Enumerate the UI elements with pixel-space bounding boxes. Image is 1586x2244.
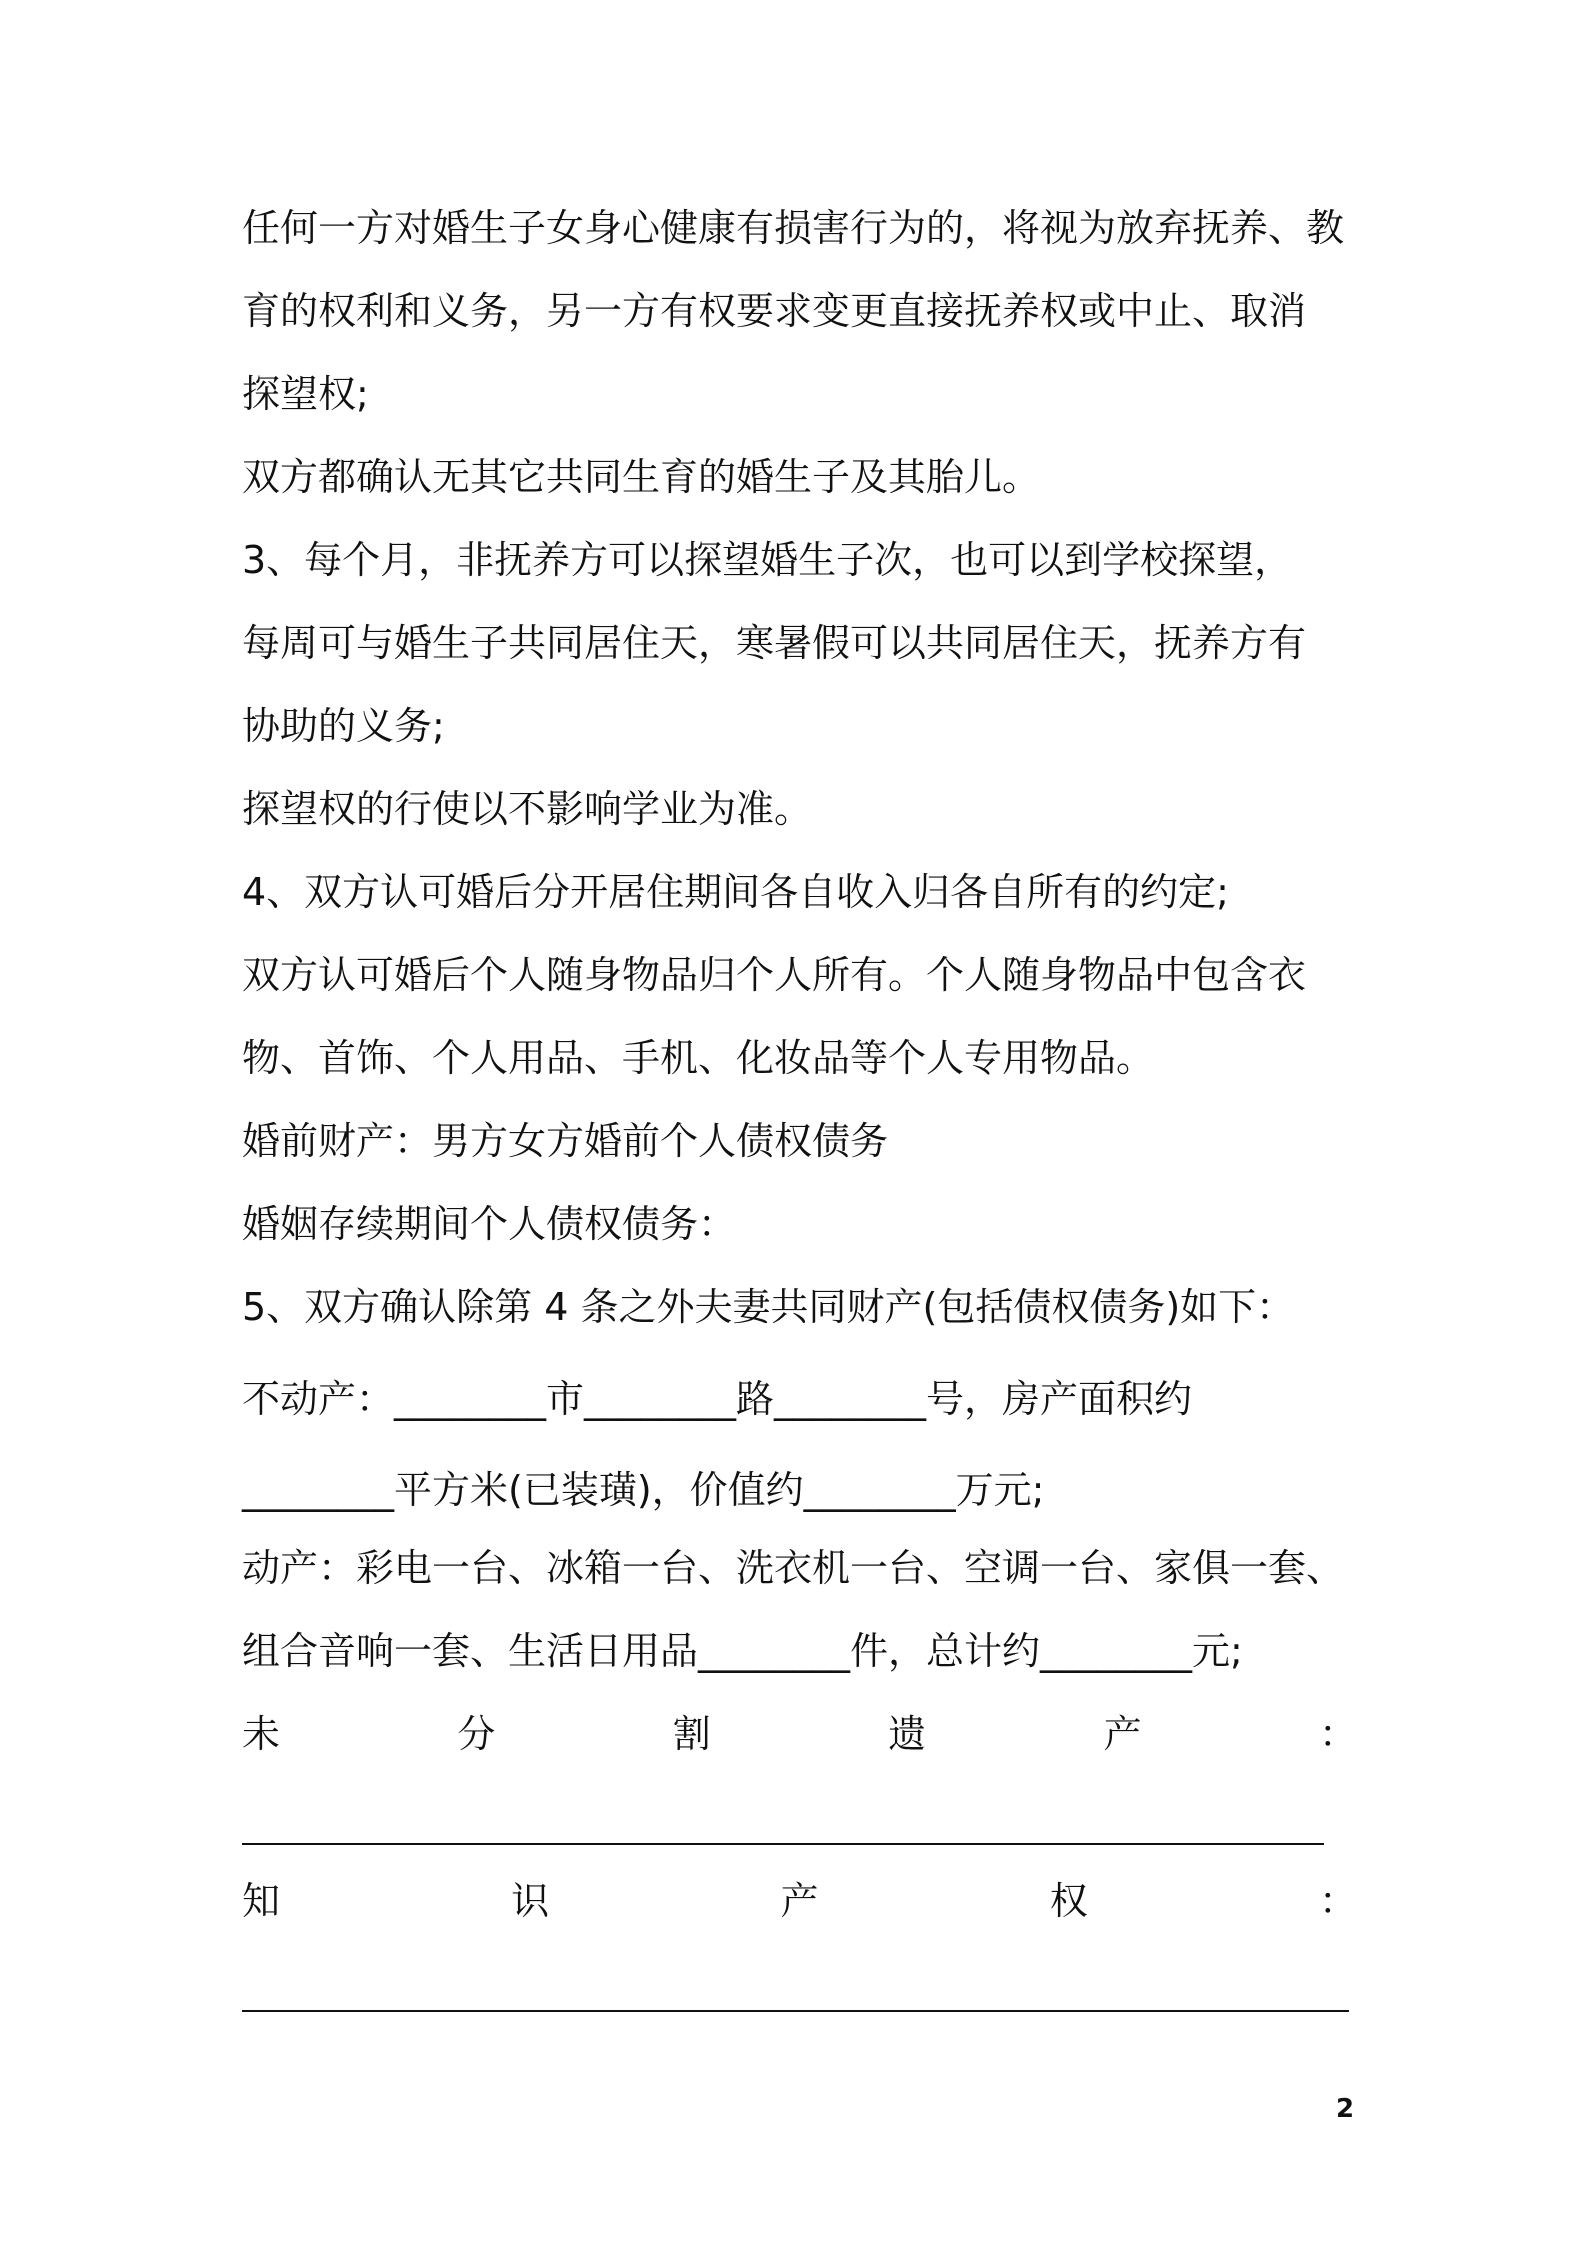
- label-char: 产: [1103, 1712, 1142, 1756]
- label-char: ：: [1318, 1879, 1357, 1923]
- paragraph-line: ________平方米(已装璜)，价值约________万元;: [242, 1468, 1045, 1512]
- ip-blank-line: [242, 2010, 1349, 2012]
- paragraph-line: 组合音响一套、生活日用品________件，总计约________元;: [242, 1629, 1243, 1673]
- label-char: 遗: [888, 1712, 927, 1756]
- paragraph-line: 探望权的行使以不影响学业为准。: [242, 787, 813, 831]
- label-char: 知: [242, 1879, 281, 1923]
- label-char: 未: [242, 1712, 281, 1756]
- paragraph-line: 探望权;: [242, 372, 369, 416]
- paragraph-line: 3、每个月，非抚养方可以探望婚生子次，也可以到学校探望，: [242, 538, 1293, 582]
- paragraph-line: 协助的义务;: [242, 704, 445, 748]
- page-number: 2: [1336, 2094, 1355, 2124]
- paragraph-line: 不动产：________市________路________号，房产面积约: [242, 1377, 1193, 1421]
- paragraph-line: 双方都确认无其它共同生育的婚生子及其胎儿。: [242, 455, 1041, 499]
- paragraph-line: 4、双方认可婚后分开居住期间各自收入归各自所有的约定;: [242, 870, 1229, 914]
- inheritance-blank-line: [242, 1843, 1324, 1845]
- paragraph-line: 双方认可婚后个人随身物品归个人所有。个人随身物品中包含衣: [242, 953, 1307, 997]
- paragraph-line: 每周可与婚生子共同居住天，寒暑假可以共同居住天，抚养方有: [242, 621, 1307, 665]
- paragraph-line: 物、首饰、个人用品、手机、化妆品等个人专用物品。: [242, 1036, 1155, 1080]
- label-char: 识: [511, 1879, 550, 1923]
- paragraph-line: 任何一方对婚生子女身心健康有损害行为的，将视为放弃抚养、教: [242, 206, 1345, 250]
- paragraph-line: 婚前财产：男方女方婚前个人债权债务: [242, 1119, 889, 1163]
- label-char: 产: [780, 1879, 819, 1923]
- ip-label: [242, 1876, 1357, 1926]
- paragraph-line: 婚姻存续期间个人债权债务：: [242, 1202, 737, 1246]
- paragraph-line: 5、双方确认除第 4 条之外夫妻共同财产(包括债权债务)如下：: [242, 1285, 1295, 1329]
- label-char: 权: [1049, 1879, 1088, 1923]
- paragraph-line: 动产：彩电一台、冰箱一台、洗衣机一台、空调一台、家俱一套、: [242, 1546, 1345, 1590]
- paragraph-line: 育的权利和义务，另一方有权要求变更直接抚养权或中止、取消: [242, 289, 1307, 333]
- label-char: ：: [1318, 1712, 1357, 1756]
- label-char: 分: [457, 1712, 496, 1756]
- inheritance-label: [242, 1709, 1357, 1759]
- label-char: 割: [672, 1712, 711, 1756]
